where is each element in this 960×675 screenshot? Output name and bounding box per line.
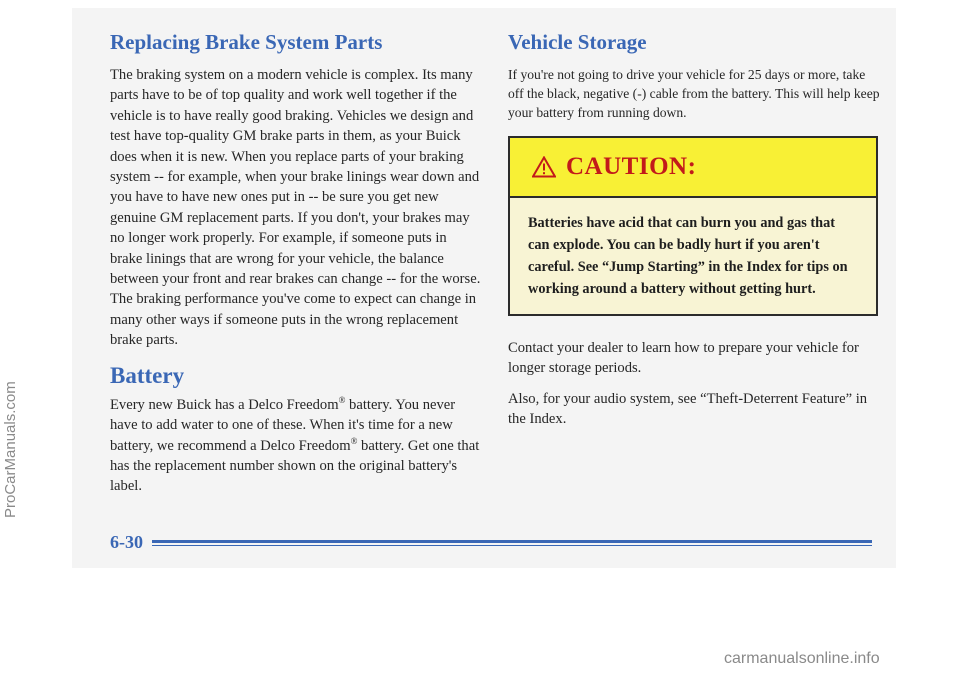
battery-paragraph xyxy=(110,395,482,497)
brake-parts-heading: Replacing Brake System Parts xyxy=(110,30,383,54)
battery-text-2: battery. You never have to add water to one of these. When it's time for a new battery, we recommend a Delco Freedom xyxy=(110,396,456,454)
right-column xyxy=(508,30,880,430)
caution-box xyxy=(508,136,878,316)
vehicle-storage-heading: Vehicle Storage xyxy=(508,30,647,54)
side-watermark-text: ProCarManuals.com xyxy=(2,381,19,518)
registered-mark: ® xyxy=(338,394,346,405)
dealer-paragraph: Contact your dealer to learn how to prepare your vehicle for longer storage periods. xyxy=(508,340,859,377)
battery-text-3: battery. Get one that has the replacement number shown on the original battery's label. xyxy=(110,437,480,495)
warning-triangle-icon xyxy=(532,156,556,178)
page-number: 6-30 xyxy=(110,532,143,552)
footer-rule-thin xyxy=(152,545,872,546)
battery-text-1: Every new Buick has a Delco Freedom xyxy=(110,396,339,413)
audio-paragraph: Also, for your audio system, see “Theft-Deterrent Feature” in the Index. xyxy=(508,390,868,428)
brake-parts-paragraph: The braking system on a modern vehicle is complex. Its many parts have to be of top quality and work well together if the vehicle is to have really good braking. Vehicles we design and test have top-quality GM brake parts in them, as your Buick does when it is new. When you replace parts of your braking system -- for example, when your brake linings wear down and you have to have new ones put in -- be sure you get new genuine GM replacement parts. If you don't, your brakes may no longer work properly. For example, if someone puts in brake linings that are wrong for your vehicle, the balance between your front and rear brakes can change -- for the worse. The braking performance you've come to expect can change in many other ways if someone puts in the wrong replacement brake parts. xyxy=(110,67,481,349)
bottom-watermark: carmanualsonline.info xyxy=(724,650,880,667)
left-column xyxy=(110,30,482,497)
registered-mark: ® xyxy=(350,435,358,446)
vehicle-storage-paragraph: If you're not going to drive your vehicle for 25 days or more, take off the black, negative (-) cable from the battery. This will help keep your battery from running down. xyxy=(508,67,880,120)
battery-heading: Battery xyxy=(110,362,185,388)
caution-header xyxy=(510,138,876,198)
footer-rule xyxy=(152,540,872,543)
caution-title: CAUTION: xyxy=(566,153,697,180)
caution-body: Batteries have acid that can burn you and gas that can explode. You can be badly hurt if you aren't careful. See “Jump Starting” in the Index for tips on working around a battery without getting hurt. xyxy=(528,215,848,297)
side-watermark xyxy=(0,178,20,518)
